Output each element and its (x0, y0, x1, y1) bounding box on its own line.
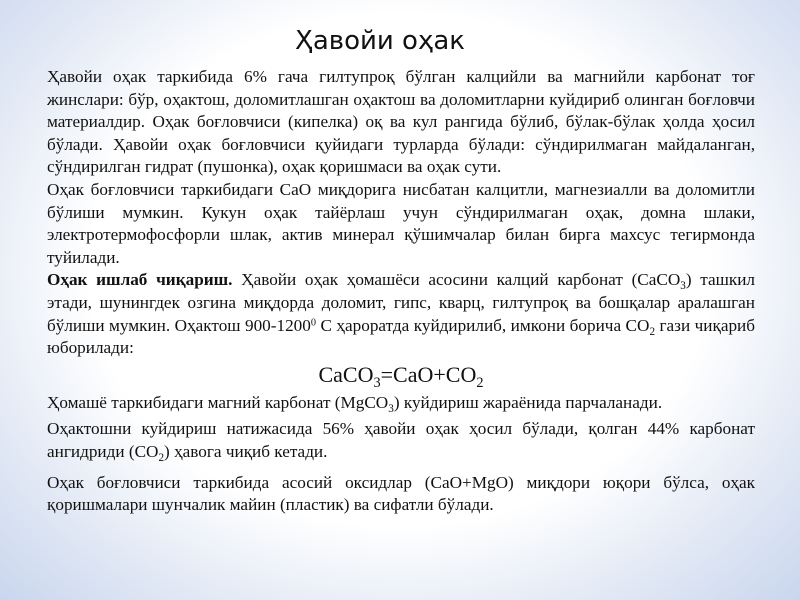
page-title: Ҳавойи оҳак (295, 26, 465, 56)
paragraph-cao-types: Оҳак боғловчиси таркибидаги CaO миқдорига нисбатан калцитли, магнезиалли ва доломитли бўлиши мумкин. Кукун оҳак тайёрлаш учун сўндирилмаган оҳак, домна шлаки, электротермофосфорли шлак, актив минерал қўшимчалар билан бирга махсус тегирмонда туйилади. (47, 179, 755, 267)
paragraph-quality: Оҳак боғловчиси таркибида асосий оксидлар (CaO+MgO) миқдори юқори бўлса, оҳак қоришмалари шунчалик майин (пластик) ва сифатли бўлади. (47, 472, 755, 515)
subscript: 3 (388, 402, 394, 415)
subscript: 2 (649, 325, 656, 338)
text-fragment: ) ҳавога чиқиб кетади. (164, 441, 328, 461)
text-fragment: ) куйдириш жараёнида парчаланади. (393, 392, 663, 412)
slide-body (47, 66, 755, 517)
formula-part: CaCO (318, 361, 374, 387)
paragraph-yield (47, 418, 755, 463)
chemical-formula (47, 360, 755, 390)
subscript: 3 (680, 280, 686, 293)
formula-part: =CaO+CO (380, 361, 477, 387)
text-fragment: ) ташкил этади, шунингдек озгина миқдорда доломит, гипс, кварц, гилтупроқ ва бошқалар аралашган бўлиши мумкин. Оҳактош 900-1200 (47, 270, 755, 335)
formula-subscript: 3 (373, 374, 381, 391)
paragraph-mgco3 (47, 392, 755, 415)
text-fragment: Оҳактошни куйдириш натижасида 56% ҳавойи оҳак ҳосил бўлади, қолган 44% карбонат ангидриди (CO (47, 419, 755, 461)
formula-subscript: 2 (476, 374, 484, 391)
superscript: 0 (310, 316, 317, 328)
paragraph-production (47, 269, 755, 359)
text-fragment: гази чиқариб юборилади: (47, 315, 755, 358)
paragraph-intro: Ҳавойи оҳак таркибида 6% гача гилтупроқ бўлган калцийли ва магнийли карбонат тоғ жинслари: бўр, оҳактош, доломитлашган оҳактош ва доломитларни куйдириб олинган боғловчи материалдир. Оҳак боғловчиси (кипелка) оқ ва кул рангида бўлиб, бўлак-бўлак ҳолда ҳосил бўлади. Ҳавойи оҳак боғловчиси қуйидаги турларда бўлади: сўндирилмаган майдаланган, сўндирилган гидрат (пушонка), оҳак қоришмаси ва оҳак сути. (47, 67, 755, 177)
text-fragment: Ҳомашё таркибидаги магний карбонат (MgCO (47, 392, 389, 412)
text-fragment: Ҳавойи оҳак ҳомашёси асосини калций карбонат (CaCO (232, 270, 681, 290)
section-heading: Оҳак ишлаб чиқариш. (47, 270, 233, 290)
text-fragment: С ҳароратда куйдирилиб, имкони борича CO (316, 315, 650, 335)
subscript: 2 (158, 451, 165, 464)
